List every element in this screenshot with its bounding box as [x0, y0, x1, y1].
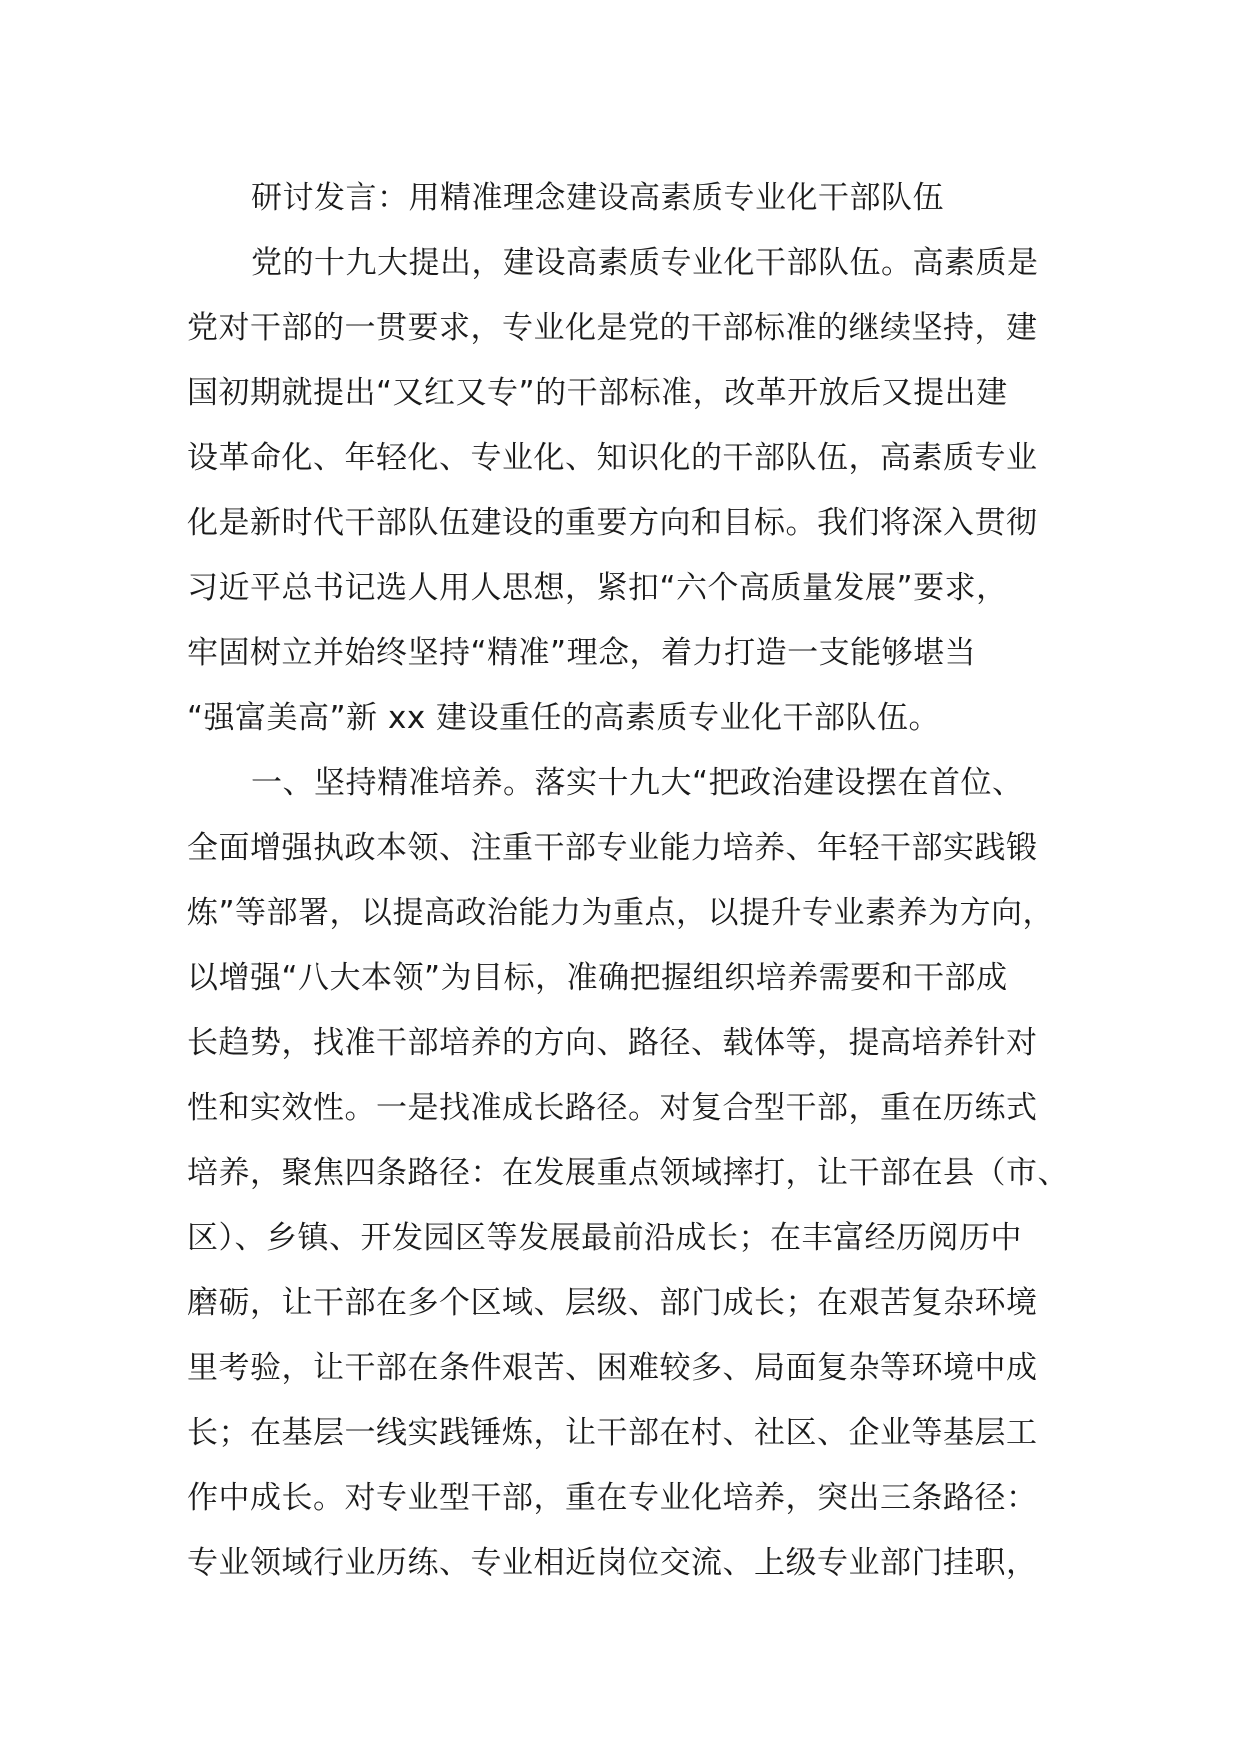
- paragraph-line: 一、坚持精准培养。落实十九大“把政治建设摆在首位、: [251, 765, 1024, 801]
- paragraph-line: 设革命化、年轻化、专业化、知识化的干部队伍，高素质专业: [187, 440, 1038, 476]
- document-title: 研讨发言：用精准理念建设高素质专业化干部队伍: [251, 180, 944, 216]
- paragraph-line: 区）、乡镇、开发园区等发展最前沿成长；在丰富经历阅历中: [187, 1220, 1022, 1256]
- paragraph-line: 以增强“八大本领”为目标，准确把握组织培养需要和干部成: [187, 960, 1008, 996]
- paragraph-line: 全面增强执政本领、注重干部专业能力培养、年轻干部实践锻: [187, 830, 1038, 866]
- paragraph-line: 习近平总书记选人用人思想，紧扣“六个高质量发展”要求，: [187, 570, 1008, 606]
- paragraph-line: 长趋势，找准干部培养的方向、路径、载体等，提高培养针对: [187, 1025, 1038, 1061]
- paragraph-line: 国初期就提出“又红又专”的干部标准，改革开放后又提出建: [187, 375, 1008, 411]
- paragraph-line: 化是新时代干部队伍建设的重要方向和目标。我们将深入贯彻: [187, 505, 1038, 541]
- paragraph-line: 牢固树立并始终坚持“精准”理念，着力打造一支能够堪当: [187, 635, 977, 671]
- paragraph-line: 党对干部的一贯要求，专业化是党的干部标准的继续坚持，建: [187, 310, 1038, 346]
- paragraph-line: 培养，聚焦四条路径：在发展重点领域摔打，让干部在县（市、: [187, 1155, 1069, 1191]
- document-body: [187, 166, 1087, 1596]
- paragraph-line: 党的十九大提出，建设高素质专业化干部队伍。高素质是: [251, 245, 1039, 281]
- paragraph-line: “强富美高”新 xx 建设重任的高素质专业化干部队伍。: [187, 700, 941, 736]
- paragraph-line: 长；在基层一线实践锤炼，让干部在村、社区、企业等基层工: [187, 1415, 1038, 1451]
- paragraph-line: 专业领域行业历练、专业相近岗位交流、上级专业部门挂职，: [187, 1545, 1038, 1581]
- paragraph-line: 作中成长。对专业型干部，重在专业化培养，突出三条路径：: [187, 1480, 1038, 1516]
- paragraph-line: 炼”等部署，以提高政治能力为重点，以提升专业素养为方向，: [187, 895, 1055, 931]
- paragraph-section-one: [187, 751, 1087, 1596]
- paragraph-intro: [187, 231, 1087, 751]
- paragraph-line: 里考验，让干部在条件艰苦、困难较多、局面复杂等环境中成: [187, 1350, 1038, 1386]
- paragraph-line: 性和实效性。一是找准成长路径。对复合型干部，重在历练式: [187, 1090, 1038, 1126]
- paragraph-line: 磨砺，让干部在多个区域、层级、部门成长；在艰苦复杂环境: [187, 1285, 1038, 1321]
